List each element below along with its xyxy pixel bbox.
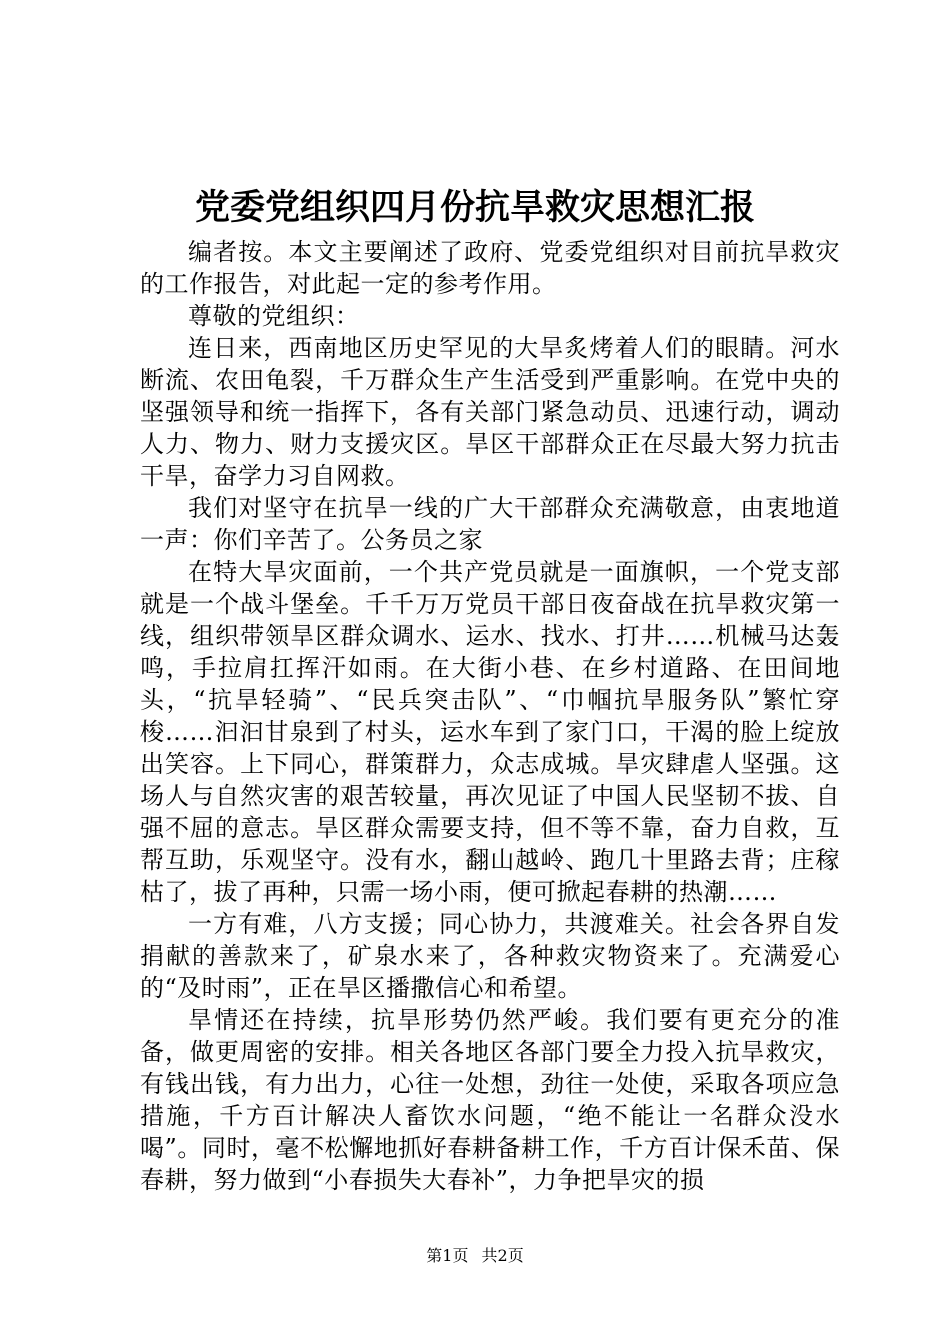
paragraph-editor-note: 编者按。本文主要阐述了政府、党委党组织对目前抗旱救灾的工作报告，对此起一定的参考作用。: [140, 238, 840, 298]
paragraph: 旱情还在持续，抗旱形势仍然严峻。我们要有更充分的准备，做更周密的安排。相关各地区各部门要全力投入抗旱救灾，有钱出钱，有力出力，心往一处想，劲往一处使，采取各项应急措施，千方百计解决人畜饮水问题，“绝不能让一名群众没水喝”。同时，毫不松懈地抓好春耕备耕工作，千方百计保禾苗、保春耕，努力做到“小春损失大春补”，力争把旱灾的损: [140, 1006, 840, 1194]
paragraph: 在特大旱灾面前，一个共产党员就是一面旗帜，一个党支部就是一个战斗堡垒。千千万万党员干部日夜奋战在抗旱救灾第一线，组织带领旱区群众调水、运水、找水、打井……机械马达轰鸣，手拉肩扛挥汗如雨。在大街小巷、在乡村道路、在田间地头，“抗旱轻骑”、“民兵突击队”、“巾帼抗旱服务队”繁忙穿梭……汩汩甘泉到了村头，运水车到了家门口，干渴的脸上绽放出笑容。上下同心，群策群力，众志成城。旱灾肆虐人坚强。这场人与自然灾害的艰苦较量，再次见证了中国人民坚韧不拔、自强不屈的意志。旱区群众需要支持，但不等不靠，奋力自救，互帮互助，乐观坚守。没有水，翻山越岭、跑几十里路去背；庄稼枯了，拔了再种，只需一场小雨，便可掀起春耕的热潮……: [140, 558, 840, 906]
paragraph: 我们对坚守在抗旱一线的广大干部群众充满敬意，由衷地道一声：你们辛苦了。公务员之家: [140, 494, 840, 554]
paragraph: 连日来，西南地区历史罕见的大旱炙烤着人们的眼睛。河水断流、农田龟裂，千万群众生产生活受到严重影响。在党中央的坚强领导和统一指挥下，各有关部门紧急动员、迅速行动，调动人力、物力、财力支援灾区。旱区干部群众正在尽最大努力抗击干旱，奋学力习自网救。: [140, 334, 840, 490]
page-number: 第1页: [426, 1246, 469, 1265]
document-title: 党委党组织四月份抗旱救灾思想汇报: [194, 187, 755, 228]
page-footer: [0, 1244, 950, 1268]
paragraph-salutation: 尊敬的党组织：: [188, 302, 360, 330]
paragraph: 一方有难，八方支援；同心协力，共渡难关。社会各界自发捐献的善款来了，矿泉水来了，各种救灾物资来了。充满爱心的“及时雨”，正在旱区播撒信心和希望。: [140, 910, 840, 1002]
page-total: 共2页: [481, 1246, 524, 1265]
document-body: [140, 236, 840, 1196]
